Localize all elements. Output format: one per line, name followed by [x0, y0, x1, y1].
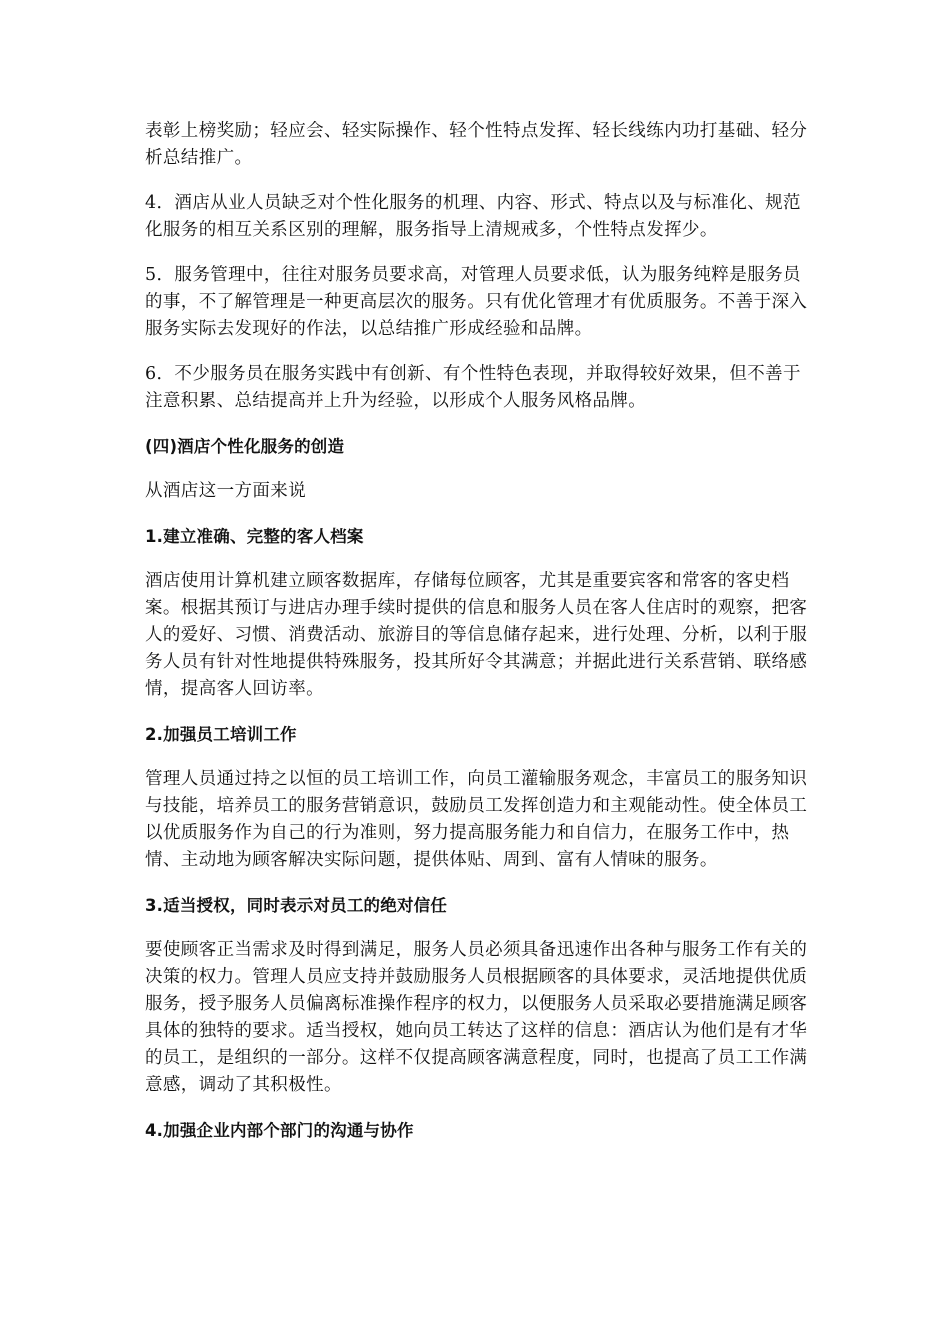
- subheading-staff-training: 2.加强员工培训工作: [145, 725, 297, 744]
- section-heading-personalized-service: (四)酒店个性化服务的创造: [145, 437, 345, 456]
- paragraph-guest-records: 酒店使用计算机建立顾客数据库，存储每位顾客，尤其是重要宾客和常客的客史档案。根据其预订与进店办理手续时提供的信息和服务人员在客人住店时的观察，把客人的爱好、习惯、消费活动、旅游目的等信息储存起来，进行处理、分析，以利于服务人员有针对性地提供特殊服务，投其所好令其满意；并据此进行关系营销、联络感情，提高客人回访率。: [145, 571, 808, 699]
- paragraph-point-4: 4．酒店从业人员缺乏对个性化服务的机理、内容、形式、特点以及与标准化、规范化服务的相互关系区别的理解，服务指导上清规戒多，个性特点发挥少。: [145, 193, 801, 240]
- paragraph-hotel-perspective: 从酒店这一方面来说: [145, 481, 307, 501]
- paragraph-staff-training: 管理人员通过持之以恒的员工培训工作，向员工灌输服务观念，丰富员工的服务知识与技能，培养员工的服务营销意识，鼓励员工发挥创造力和主观能动性。使全体员工以优质服务作为自己的行为准则，努力提高服务能力和自信力，在服务工作中，热情、主动地为顾客解决实际问题，提供体贴、周到、富有人情味的服务。: [145, 769, 808, 870]
- subheading-empowerment: 3.适当授权，同时表示对员工的绝对信任: [145, 896, 448, 915]
- paragraph-awards-continuation: 表彰上榜奖励；轻应会、轻实际操作、轻个性特点发挥、轻长线练内功打基础、轻分析总结推广。: [145, 121, 808, 168]
- paragraph-point-6: 6．不少服务员在服务实践中有创新、有个性特色表现，并取得较好效果，但不善于注意积累、总结提高并上升为经验，以形成个人服务风格品牌。: [145, 364, 801, 411]
- subheading-department-communication: 4.加强企业内部个部门的沟通与协作: [145, 1121, 414, 1140]
- paragraph-empowerment: 要使顾客正当需求及时得到满足，服务人员必须具备迅速作出各种与服务工作有关的决策的权力。管理人员应支持并鼓励服务人员根据顾客的具体要求，灵活地提供优质服务，授予服务人员偏离标准操作程序的权力，以便服务人员采取必要措施满足顾客具体的独特的要求。适当授权，她向员工转达了这样的信息：酒店认为他们是有才华的员工，是组织的一部分。这样不仅提高顾客满意程度，同时，也提高了员工工作满意感，调动了其积极性。: [145, 940, 808, 1095]
- document-body: [145, 118, 810, 1162]
- paragraph-point-5: 5．服务管理中，往往对服务员要求高，对管理人员要求低，认为服务纯粹是服务员的事，不了解管理是一种更高层次的服务。只有优化管理才有优质服务。不善于深入服务实际去发现好的作法，以总结推广形成经验和品牌。: [145, 265, 808, 339]
- subheading-guest-records: 1.建立准确、完整的客人档案: [145, 527, 364, 546]
